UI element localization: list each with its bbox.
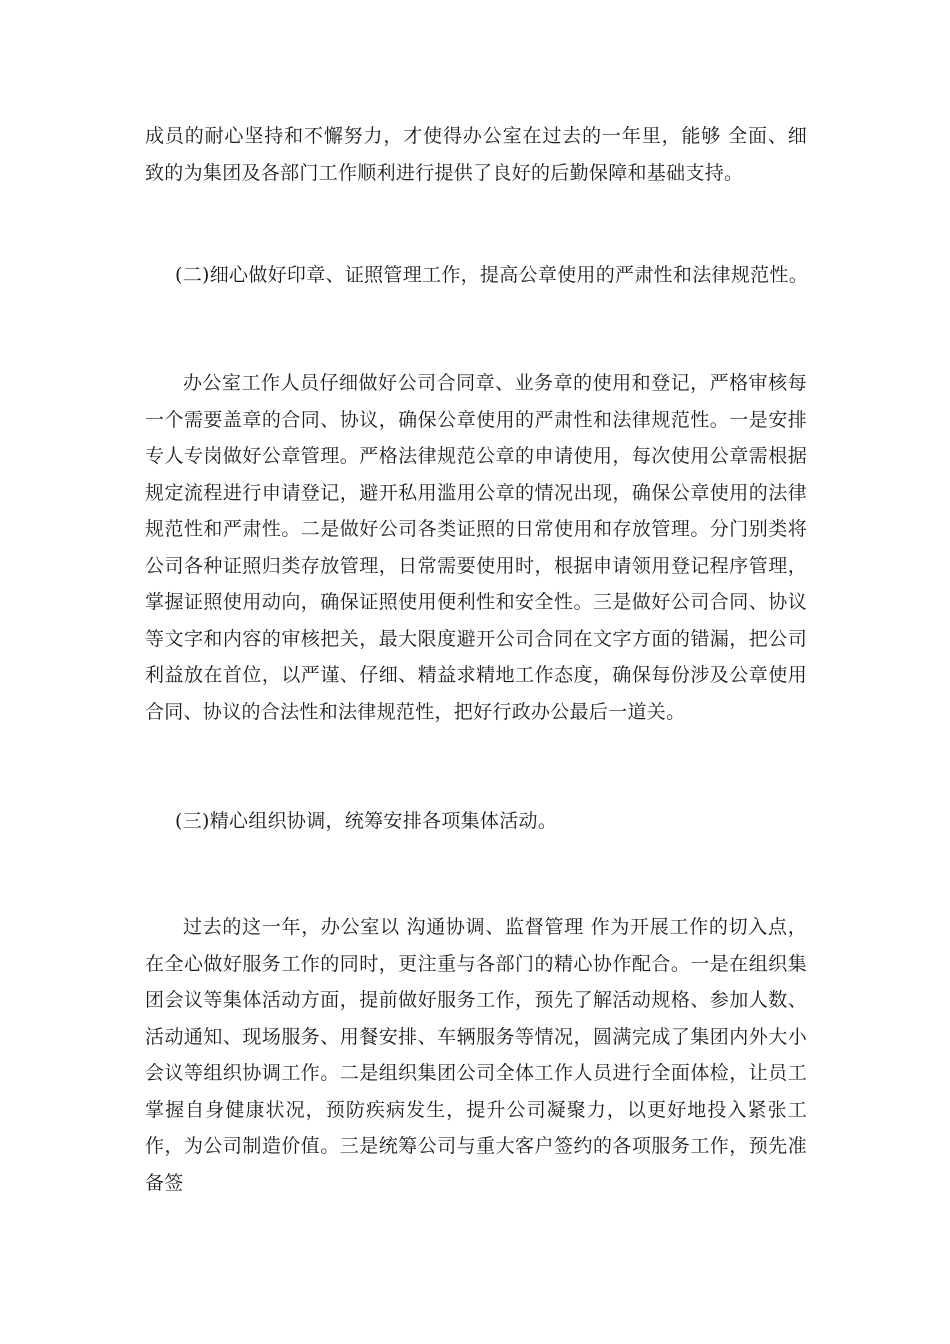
section-2-body: 办公室工作人员仔细做好公司合同章、业务章的使用和登记，严格审核每一个需要盖章的合同、协议，确保公章使用的严肃性和法律规范性。一是安排专人专岗做好公章管理。严格法律规范公章的申请使用，每次使用公章需根据规定流程进行申请登记，避开私用滥用公章的情况出现，确保公章使用的法律规范性和严肃性。二是做好公司各类证照的日常使用和存放管理。分门别类将公司各种证照归类存放管理，日常需要使用时，根据申请领用登记程序管理，掌握证照使用动向，确保证照使用便利性和安全性。三是做好公司合同、协议等文字和内容的审核把关，最大限度避开公司合同在文字方面的错漏，把公司利益放在首位，以严谨、仔细、精益求精地工作态度，确保每份涉及公章使用合同、协议的合法性和法律规范性，把好行政办公最后一道关。 (145, 372, 807, 723)
section-3-heading: (三)精心组织协调，统筹安排各项集体活动。 (175, 810, 558, 832)
paragraph-continued: 成员的耐心坚持和不懈努力，才使得办公室在过去的一年里，能够 全面、细致的为集团及各部门工作顺利进行提供了良好的后勤保障和基础支持。 (145, 125, 807, 184)
section-3-body: 过去的这一年，办公室以 沟通协调、监督管理 作为开展工作的切入点，在全心做好服务工作的同时，更注重与各部门的精心协作配合。一是在组织集团会议等集体活动方面，提前做好服务工作，预先了解活动规格、参加人数、活动通知、现场服务、用餐安排、车辆服务等情况，圆满完成了集团内外大小会议等组织协调工作。二是组织集团公司全体工作人员进行全面体检，让员工掌握自身健康状况，预防疾病发生，提升公司凝聚力，以更好地投入紧张工作，为公司制造价值。三是统筹公司与重大客户签约的各项服务工作，预先准备签 (145, 916, 807, 1194)
section-2-heading: (二)细心做好印章、证照管理工作，提高公章使用的严肃性和法律规范性。 (175, 264, 809, 286)
